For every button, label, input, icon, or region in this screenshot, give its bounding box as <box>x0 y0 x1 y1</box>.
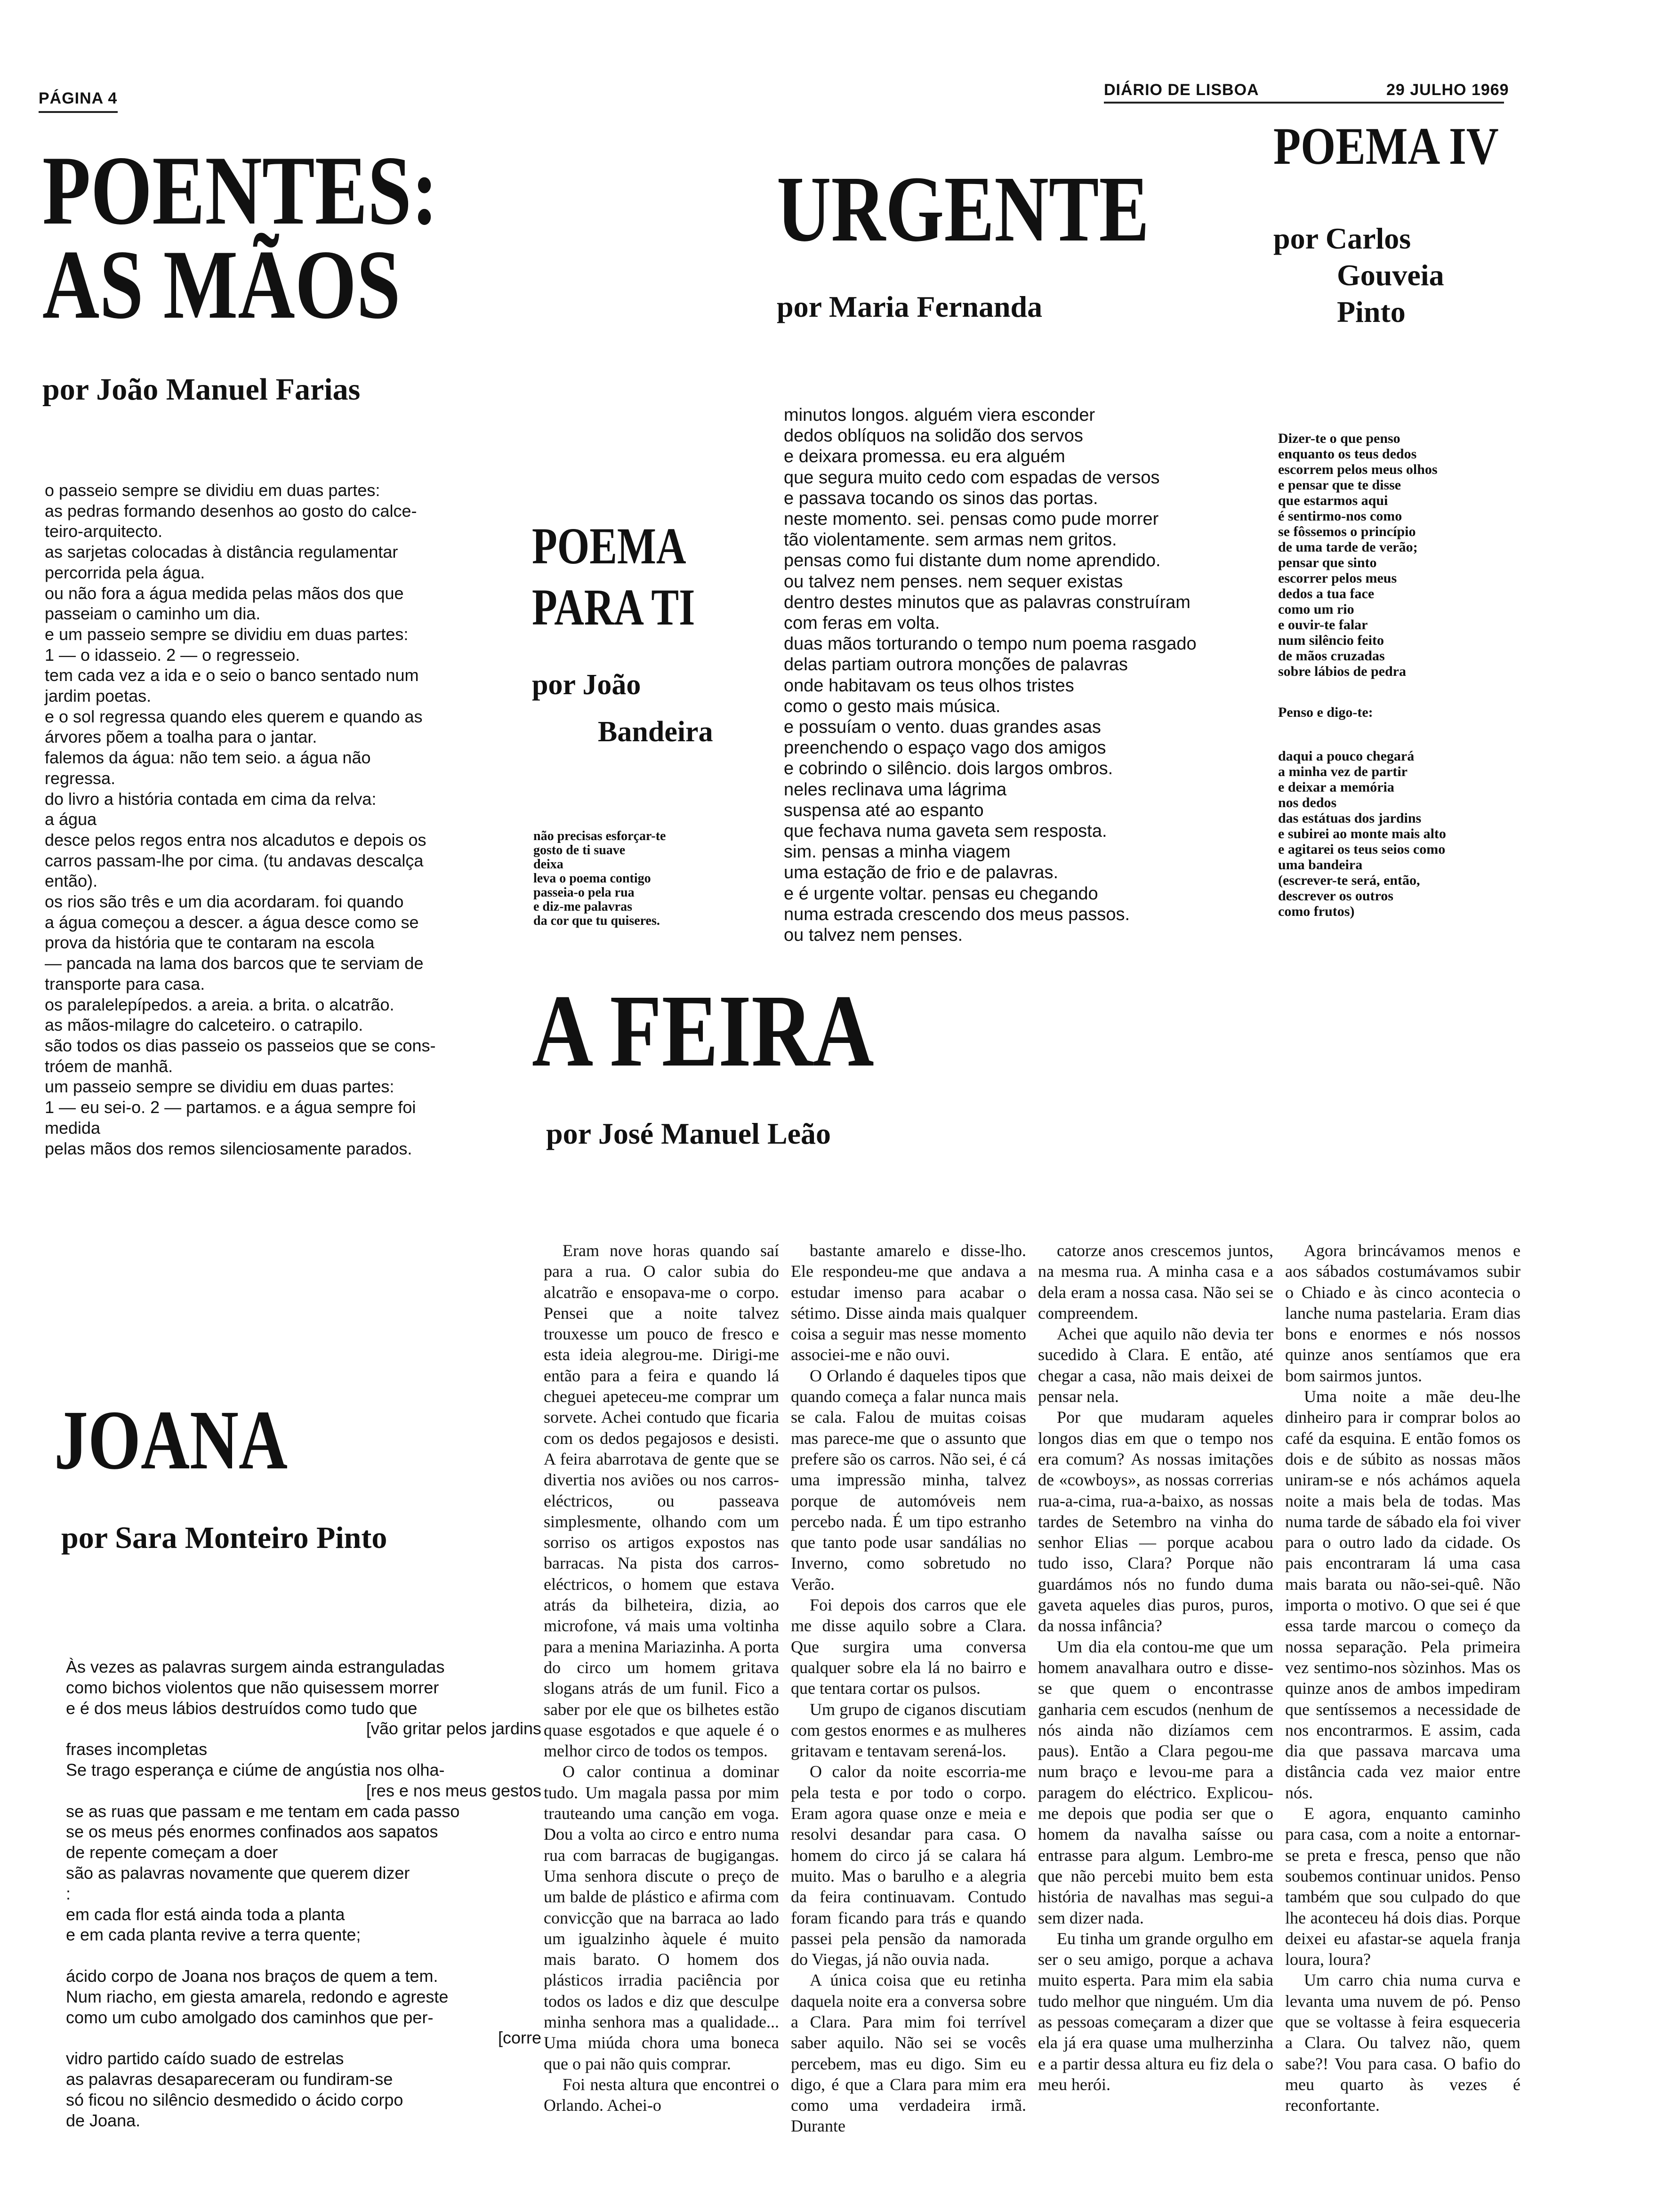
poem-line: das estátuas dos jardins <box>1278 810 1422 826</box>
poem-line: tróem de manhã. <box>45 1056 173 1076</box>
urgente-poem <box>784 405 1197 946</box>
poema-iv-stanza-2 <box>1278 705 1373 720</box>
joana-title: JOANA <box>54 1393 288 1487</box>
page-number-underline <box>39 111 118 113</box>
poem-line: da cor que tu quiseres. <box>533 914 660 928</box>
poem-line: dedos oblíquos na solidão dos servos <box>784 426 1083 446</box>
poem-line: e um passeio sempre se dividiu em duas partes: <box>45 624 409 644</box>
poem-line: dedos a tua face <box>1278 586 1375 601</box>
poem-line: são todos os dias passeio os passeios que se cons- <box>45 1035 436 1055</box>
poem-line: neste momento. sei. pensas como pude morrer <box>784 509 1159 529</box>
poem-line: num silêncio feito <box>1278 633 1384 648</box>
joana-poem <box>66 1657 541 2131</box>
poem-line: delas partiam outrora monções de palavras <box>784 655 1128 675</box>
poem-line: enquanto os teus dedos <box>1278 446 1417 462</box>
paragraph: Eu tinha um grande orgulho em ser o seu amigo, porque a achava muito esperta. Para mim ela sabia tudo melhor que ninguém. Um dia as pessoas começaram a dizer que ela já era quase uma mulherzinha e a partir dessa altura eu fiz dela o meu herói. <box>1038 1929 1273 2094</box>
paragraph: Foi nesta altura que encontrei o Orlando. Achei-o <box>544 2075 779 2115</box>
poem-line: Às vezes as palavras surgem ainda estranguladas <box>66 1657 445 1676</box>
poem-line: pelas mãos dos remos silenciosamente parados. <box>45 1138 412 1158</box>
poem-line: Dizer-te o que penso <box>1278 431 1400 446</box>
poem-line: ou não fora a água medida pelas mãos dos que <box>45 583 404 603</box>
paragraph: O calor continua a dominar tudo. Um magala passa por mim trauteando uma canção em voga. Dou a volta ao circo e entro numa rua com barracas de bugigangas. Uma senhora discute o preço de um balde de plástico e afirma com convicção que na barraca ao lado um igualzinho àquele é muito mais barato. O homem dos plásticos irradia paciência por todos os lados e diz que desculpe minha senhora mas a qualidade... Uma miúda chora uma boneca que o pai não quis comprar. <box>544 1762 779 2073</box>
poem-line: neles reclinava uma lágrima <box>784 779 1007 800</box>
poem-line: gosto de ti suave <box>533 843 626 858</box>
poem-line: e em cada planta revive a terra quente; <box>66 1925 361 1945</box>
poem-line: Num riacho, em giesta amarela, redondo e agreste <box>66 1987 449 2006</box>
poem-line: de Joana. <box>66 2110 141 2130</box>
poem-line: se fôssemos o princípio <box>1278 524 1416 539</box>
poem-line: então). <box>45 871 98 891</box>
paragraph: A única coisa que eu retinha daquela noite era a conversa sobre a Clara. Para mim foi terrível saber aquilo. Não sei se vocês percebem, mas eu digo. Sim eu digo, é que a Clara para mim era como uma verdadeira irmã. Durante <box>791 1971 1026 2136</box>
poem-line: onde habitavam os teus olhos tristes <box>784 675 1074 696</box>
feira-column-1 <box>544 1240 779 2116</box>
poem-line: e é dos meus lábios destruídos como tudo que <box>66 1698 418 1718</box>
poem-line: pensas como fui distante dum nome aprendido. <box>784 551 1161 571</box>
paragraph: catorze anos crescemos juntos, na mesma rua. A minha casa e a dela eram a nossa casa. Não sei se compreendem. <box>1038 1241 1273 1322</box>
poem-line: e é urgente voltar. pensas eu chegando <box>784 883 1098 904</box>
poem-line: e deixar a memória <box>1278 779 1394 795</box>
poem-line: : <box>66 1883 71 1903</box>
poem-line: a água começou a descer. a água desce como se <box>45 912 419 932</box>
poema-iv-byline-3: Pinto <box>1337 295 1406 329</box>
poem-line: como frutos) <box>1278 904 1355 919</box>
poem-line: e subirei ao monte mais alto <box>1278 826 1446 842</box>
poema-ti-title-line2: PARA TI <box>532 578 695 636</box>
poem-line: preenchendo o espaço vago dos amigos <box>784 738 1106 758</box>
paragraph: Achei que aquilo não devia ter sucedido à Clara. E então, até chegar a casa, não mais deixei de pensar nela. <box>1038 1324 1273 1406</box>
poem-line: se os meus pés enormes confinados aos sapatos <box>66 1822 438 1842</box>
poem-line: dentro destes minutos que as palavras construíram <box>784 592 1190 612</box>
poem-line: descrever os outros <box>1278 888 1393 904</box>
poem-line: árvores põem a toalha para o jantar. <box>45 727 317 747</box>
poem-line: 1 — o idasseio. 2 — o regresseio. <box>45 645 300 665</box>
poem-line: e deixara promessa. eu era alguém <box>784 447 1065 467</box>
poem-line: o passeio sempre se dividiu em duas partes: <box>45 481 380 500</box>
feira-byline: por José Manuel Leão <box>546 1117 831 1150</box>
poem-line: pensar que sinto <box>1278 555 1377 570</box>
poem-line: transporte para casa. <box>45 974 205 994</box>
poem-line: tem cada vez a ida e o seio o banco sentado num <box>45 665 419 685</box>
poem-line: suspensa até ao espanto <box>784 800 984 820</box>
poentes-title-line1: POENTES: <box>42 136 438 245</box>
poem-line: as sarjetas colocadas à distância regulamentar <box>45 542 398 562</box>
poem-line: duas mãos torturando o tempo num poema rasgado <box>784 634 1197 654</box>
joana-byline: por Sara Monteiro Pinto <box>61 1521 387 1555</box>
poem-line: numa estrada crescendo dos meus passos. <box>784 904 1130 924</box>
poem-line: uma estação de frio e de palavras. <box>784 863 1059 883</box>
poem-line <box>66 1945 541 1966</box>
poema-iv-byline-1: por Carlos <box>1273 222 1411 255</box>
poem-line: sim. pensas a minha viagem <box>784 842 1011 862</box>
poem-line: [vão gritar pelos jardins <box>366 1719 541 1739</box>
poem-line: uma bandeira <box>1278 857 1363 873</box>
poema-iv-byline-2: Gouveia <box>1337 258 1444 292</box>
paragraph: Um dia ela contou-me que um homem anavalhara outro e disse-se que quem o encontrasse ganharia cem escudos (nenhum de nós ainda não dizíamos cem paus). Então a Clara pegou-me num braço e levou-me para a paragem do eléctrico. Explicou-me depois que podia ser que o homem da navalha saísse ou entrasse para algum. Lembro-me que não percebi muito bem esta história de navalhas mas segui-a sem dizer nada. <box>1038 1637 1273 1927</box>
poema-ti-poem <box>533 829 666 928</box>
urgente-title: URGENTE <box>777 157 1150 261</box>
poem-line: que segura muito cedo com espadas de versos <box>784 467 1160 488</box>
poem-line: frases incompletas <box>66 1739 208 1759</box>
poem-line: (escrever-te será, então, <box>1278 873 1420 888</box>
poem-line: são as palavras novamente que querem dizer <box>66 1863 410 1883</box>
poem-line: desce pelos regos entra nos alcadutos e depois os <box>45 830 426 850</box>
issue-date: 29 JULHO 1969 <box>1386 81 1509 99</box>
poem-line: passeia-o pela rua <box>533 885 635 900</box>
poem-line: as pedras formando desenhos ao gosto do calce- <box>45 501 417 521</box>
poem-line: e passava tocando os sinos das portas. <box>784 488 1098 508</box>
poem-line: de mãos cruzadas <box>1278 648 1385 664</box>
poem-line: as palavras desapareceram ou fundiram-se <box>66 2069 393 2089</box>
poem-line: ou talvez nem penses. <box>784 925 963 946</box>
paragraph: Uma noite a mãe deu-lhe dinheiro para ir comprar bolos ao café da esquina. E então fomos os dois e de súbito as nossas mãos uniram-se e nós achámos aquela noite a mais bela de todas. Mas numa tarde de sábado ela foi viver para o outro lado da cidade. Os pais encontraram lá uma casa mais barata ou não-sei-quê. Não importa o motivo. O que sei é que essa tarde marcou o começo da nossa separação. Pela primeira vez sentimo-nos sòzinhos. Mas os quinze anos de ambos impediram que sentíssemos a necessidade de nos encontrarmos. E assim, cada dia que passava marcava uma distância cada vez maior entre nós. <box>1285 1387 1520 1802</box>
poem-line: é sentirmo-nos como <box>1278 508 1402 524</box>
poem-line: falemos da água: não tem seio. a água não <box>45 748 371 768</box>
poentes-byline: por João Manuel Farias <box>42 372 361 407</box>
paragraph: Agora brincávamos menos e aos sábados costumávamos subir o Chiado e às cinco acontecia o lanche numa pastelaria. Eram dias bons e enormes e nós nossos quinze anos sentíamos que era bom sairmos juntos. <box>1285 1241 1520 1385</box>
paragraph: Um grupo de ciganos discutiam com gestos enormes e as mulheres gritavam e tentavam serená-los. <box>791 1699 1026 1761</box>
poem-line: ácido corpo de Joana nos braços de quem a tem. <box>66 1966 438 1986</box>
poem-line: a minha vez de partir <box>1278 764 1408 779</box>
poem-line: do livro a história contada em cima da relva: <box>45 789 377 809</box>
poem-line: as mãos-milagre do calceteiro. o catrapilo. <box>45 1015 363 1035</box>
poema-iv-stanza-3 <box>1278 748 1446 919</box>
paragraph: O calor da noite escorria-me pela testa e por todo o corpo. Eram agora quase onze e meia e resolvi desandar para casa. O homem do circo já se calara há muito. Mas o barulho e a alegria da feira continuavam. Contudo foram ficando para trás e quando passei pela pensão da namorada do Viegas, já não ouvia nada. <box>791 1762 1026 1969</box>
poem-line: deixa <box>533 857 563 872</box>
paragraph: O Orlando é daqueles tipos que quando começa a falar nunca mais se cala. Falou de muitas coisas mas parece-me que o assunto que prefere são os carros. Não sei, é cá uma impressão minha, talvez porque de automóveis nem percebo nada. É um tipo estranho que tanto pode usar sandálias no Inverno, como sobretudo no Verão. <box>791 1366 1026 1594</box>
poem-line: os rios são três e um dia acordaram. foi quando <box>45 892 404 912</box>
poem-line: que estarmos aqui <box>1278 493 1388 508</box>
poem-line: vidro partido caído suado de estrelas <box>66 2049 344 2068</box>
poem-line: minutos longos. alguém viera esconder <box>784 405 1095 425</box>
poem-line: carros passam-lhe por cima. (tu andavas descalça <box>45 850 424 870</box>
poentes-title-line2: AS MÃOS <box>42 230 401 339</box>
feira-column-2 <box>791 1240 1026 2137</box>
poentes-poem <box>45 480 436 1159</box>
poem-line: um passeio sempre se dividiu em duas partes: <box>45 1077 394 1097</box>
poema-iv-title: POEMA IV <box>1273 117 1499 176</box>
poem-line: [corre <box>498 2028 541 2048</box>
poem-line: e ouvir-te falar <box>1278 617 1368 633</box>
poem-line: Se trago esperança e ciúme de angústia nos olha- <box>66 1760 445 1779</box>
poem-line: Penso e digo-te: <box>1278 705 1373 720</box>
poem-line: só ficou no silêncio desmedido o ácido corpo <box>66 2090 403 2109</box>
poema-iv-stanza-1 <box>1278 431 1438 679</box>
poem-line: jardim poetas. <box>45 686 152 706</box>
poema-ti-title-line1: POEMA <box>532 517 686 575</box>
poem-line: leva o poema contigo <box>533 871 651 886</box>
poem-line: não precisas esforçar-te <box>533 829 666 843</box>
poem-line: nos dedos <box>1278 795 1337 810</box>
poem-line: escorrem pelos meus olhos <box>1278 462 1438 477</box>
paragraph: Por que mudaram aqueles longos dias em que o tempo nos era comum? As nossas imitações de «cowboys», as nossas correrias rua-a-cima, rua-a-baixo, as nossas tardes de Setembro na vinha do senhor Elias — porque acabou tudo isso, Clara? Porque não guardámos nós no fundo duma gaveta aqueles dias puros, puros, da nossa infância? <box>1038 1408 1273 1635</box>
poem-line: medida <box>45 1118 101 1138</box>
poem-line: [res e nos meus gestos <box>366 1780 541 1800</box>
newspaper-name: DIÁRIO DE LISBOA <box>1104 81 1259 99</box>
poem-line: como um cubo amolgado dos caminhos que per- <box>66 2007 434 2027</box>
poem-line: e agitarei os teus seios como <box>1278 842 1446 857</box>
poem-line: como o gesto mais música. <box>784 696 1001 716</box>
poem-line: daqui a pouco chegará <box>1278 748 1415 764</box>
page-number: PÁGINA 4 <box>39 89 118 107</box>
poem-line: e cobrindo o silêncio. dois largos ombros. <box>784 759 1113 779</box>
paragraph: bastante amarelo e disse-lho. Ele respondeu-me que andava a estudar imenso para acabar o sétimo. Disse ainda mais qualquer coisa a seguir mas nesse momento associei-me e não ouvi. <box>791 1241 1026 1364</box>
poem-line: se as ruas que passam e me tentam em cada passo <box>66 1801 460 1821</box>
feira-column-4 <box>1285 1240 1520 2116</box>
poem-line: e pensar que te disse <box>1278 477 1401 493</box>
urgente-byline: por Maria Fernanda <box>777 290 1043 323</box>
feira-column-3 <box>1038 1240 1273 2095</box>
poem-line: percorrida pela água. <box>45 562 205 582</box>
poem-line: 1 — eu sei-o. 2 — partamos. e a água sempre foi <box>45 1098 416 1117</box>
poem-line: e diz-me palavras <box>533 899 632 914</box>
paragraph: E agora, enquanto caminho para casa, com a noite a entornar-se preta e fresca, penso que não soubemos continuar unidos. Penso também que sou culpado do que lhe aconteceu há dois dias. Porque deixei eu afastar-se aquela franja loura, loura? <box>1285 1804 1520 1969</box>
poem-line: com feras em volta. <box>784 613 940 633</box>
paragraph: Foi depois dos carros que ele me disse aquilo sobre a Clara. Que surgira uma conversa qualquer sobre ela lá no bairro e que tentara cortar os pulsos. <box>791 1595 1026 1698</box>
poem-line: a água <box>45 809 97 829</box>
poem-line: escorrer pelos meus <box>1278 570 1397 586</box>
feira-title: A FEIRA <box>532 973 874 1088</box>
poem-line: passeiam o caminho um dia. <box>45 604 261 624</box>
poem-line: que fechava numa gaveta sem resposta. <box>784 821 1107 842</box>
poem-line: tão violentamente. sem armas nem gritos. <box>784 530 1117 550</box>
poem-line: e possuíam o vento. duas grandes asas <box>784 717 1101 737</box>
poem-line: ou talvez nem penses. nem sequer existas <box>784 571 1123 592</box>
poem-line: como bichos violentos que não quisessem morrer <box>66 1677 439 1697</box>
header-rule <box>1104 102 1504 104</box>
poem-line: sobre lábios de pedra <box>1278 664 1406 679</box>
poem-line: e o sol regressa quando eles querem e quando as <box>45 706 423 726</box>
poem-line: em cada flor está ainda toda a planta <box>66 1904 345 1924</box>
poema-ti-byline-1: por João <box>532 669 641 701</box>
poem-line: prova da história que te contaram na escola <box>45 933 375 953</box>
poem-line: os paralelepípedos. a areia. a brita. o alcatrão. <box>45 994 394 1014</box>
poem-line: de uma tarde de verão; <box>1278 539 1418 555</box>
poem-line: como um rio <box>1278 601 1354 617</box>
paragraph: Um carro chia numa curva e levanta uma nuvem de pó. Penso que se voltasse à feira esqueceria a Clara. Ou talvez não, quem sabe?! Vou para casa. O bafio do meu quarto às vezes é reconfortante. <box>1285 1971 1520 2115</box>
paragraph: Eram nove horas quando saí para a rua. O calor subia do alcatrão e ensopava-me o corpo. Pensei que a noite talvez trouxesse um pouco de fresco e esta ideia alegrou-me. Dirigi-me então para a feira e quando lá cheguei apeteceu-me comprar um sorvete. Achei contudo que ficaria com os dedos pegajosos e desisti. A feira abarrotava de gente que se divertia nos aviões ou nos carros-eléctricos, ou passeava simplesmente, olhando com um sorriso os artigos expostos nas barracas. Na pista dos carros-eléctricos, o homem que estava atrás da bilheteira, dizia, ao microfone, vá mais uma voltinha para a menina Mariazinha. A porta do circo um homem gritava slogans atrás de um funil. Fico a saber por ele que os bilhetes estão quase esgotados e que aquele é o melhor circo de todos os tempos. <box>544 1241 779 1761</box>
poem-line: regressa. <box>45 768 116 788</box>
poem-line: — pancada na lama dos barcos que te serviam de <box>45 954 424 973</box>
poema-ti-byline-2: Bandeira <box>598 716 713 748</box>
poem-line: teiro-arquitecto. <box>45 521 163 541</box>
poem-line: de repente começam a doer <box>66 1843 278 1862</box>
